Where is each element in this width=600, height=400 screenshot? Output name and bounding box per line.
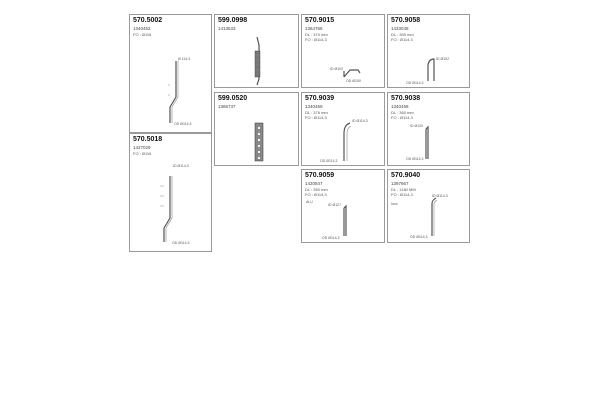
exhaust-pipe-drawing	[302, 93, 386, 167]
spec-line: FO : Ø114,3	[305, 37, 327, 42]
reference-number: 1340459	[305, 104, 323, 109]
spec-line: FO : Ø116	[133, 151, 152, 156]
inlet-diameter-label: ID Ø102	[436, 57, 450, 61]
part-card-570-5002	[129, 14, 212, 133]
part-card-570-9038	[387, 92, 470, 166]
outlet-diameter-label: OD Ø114,3	[406, 81, 424, 85]
reference-number: 1413533	[218, 26, 236, 31]
mounting-bracket-drawing	[215, 15, 300, 89]
part-number: 570.9015	[305, 17, 335, 24]
inlet-diameter-label: ID Ø114,3	[432, 194, 448, 198]
material-label: ALU	[306, 200, 313, 204]
inlet-diameter-label: ID Ø102	[330, 67, 344, 71]
part-card-570-9058	[387, 14, 470, 88]
reference-number: 1420847	[305, 181, 323, 186]
spec-line: DL : 376 mm	[305, 110, 328, 115]
outlet-diameter-label: OD Ø100	[346, 79, 361, 83]
exhaust-pipe-drawing	[302, 15, 386, 89]
part-card-570-9040	[387, 169, 470, 243]
part-number: 570.9039	[305, 95, 335, 102]
spec-line: FO : Ø114,3	[305, 115, 327, 120]
part-card-599-0998	[214, 14, 299, 88]
part-card-570-9059	[301, 169, 385, 243]
reference-number: 1366737	[218, 104, 236, 109]
spec-line: FO : Ø116	[133, 32, 152, 37]
spec-line: FO : Ø114,3	[305, 192, 327, 197]
part-card-570-9039	[301, 92, 385, 166]
reference-number: 1364766	[305, 26, 323, 31]
spec-line: FO : Ø114,3	[391, 37, 413, 42]
part-number: 570.9058	[391, 17, 421, 24]
part-number: 570.9059	[305, 172, 335, 179]
part-number: 570.5018	[133, 136, 163, 143]
part-number: 570.9038	[391, 95, 421, 102]
inlet-diameter-label: ID Ø114,3	[352, 119, 368, 123]
exhaust-pipe-drawing	[302, 170, 386, 244]
perforated-strap-drawing	[215, 93, 300, 167]
spec-line: DL : 1180 MM	[391, 187, 416, 192]
reference-number: 1433048	[391, 26, 409, 31]
reference-number: 1340458	[391, 104, 409, 109]
inlet-diameter-label: ID Ø114,3	[173, 164, 189, 168]
part-card-599-0520	[214, 92, 299, 166]
part-number: 599.0998	[218, 17, 248, 24]
spec-line: DL : 370 mm	[305, 32, 328, 37]
reference-number: 1397667	[391, 181, 409, 186]
spec-line: DL : 360 mm	[391, 110, 414, 115]
exhaust-pipe-drawing	[388, 93, 471, 167]
outlet-diameter-label: OD Ø114,3	[322, 236, 340, 240]
reference-number: 1427029	[133, 145, 151, 150]
inlet-diameter-label: ID Ø120	[410, 124, 424, 128]
spec-line: DL : 350 mm	[305, 187, 328, 192]
inlet-diameter-label: ID Ø127	[328, 203, 342, 207]
outlet-diameter-label: OD Ø114,3	[410, 235, 428, 239]
exhaust-pipe-drawing	[130, 15, 213, 134]
part-card-570-5018	[129, 133, 212, 252]
part-number: 599.0520	[218, 95, 248, 102]
exhaust-pipe-drawing	[388, 170, 471, 244]
outlet-diameter-label: OD Ø114,3	[406, 157, 424, 161]
exhaust-pipe-drawing	[130, 134, 213, 253]
spec-line: FO : Ø114,3	[391, 115, 413, 120]
inlet-diameter-label: Ø 114,3	[178, 57, 191, 61]
part-card-570-9015	[301, 14, 385, 88]
outlet-diameter-label: OD Ø114,3	[174, 122, 192, 126]
outlet-diameter-label: OD Ø114,3	[172, 241, 190, 245]
material-label: Inox	[391, 202, 398, 206]
part-number: 570.9040	[391, 172, 421, 179]
spec-line: FO : Ø114,3	[391, 192, 413, 197]
spec-line: DL : 350 mm	[391, 32, 414, 37]
exhaust-pipe-drawing	[388, 15, 471, 89]
part-number: 570.5002	[133, 17, 163, 24]
outlet-diameter-label: OD Ø114,3	[320, 159, 338, 163]
reference-number: 1340452	[133, 26, 151, 31]
